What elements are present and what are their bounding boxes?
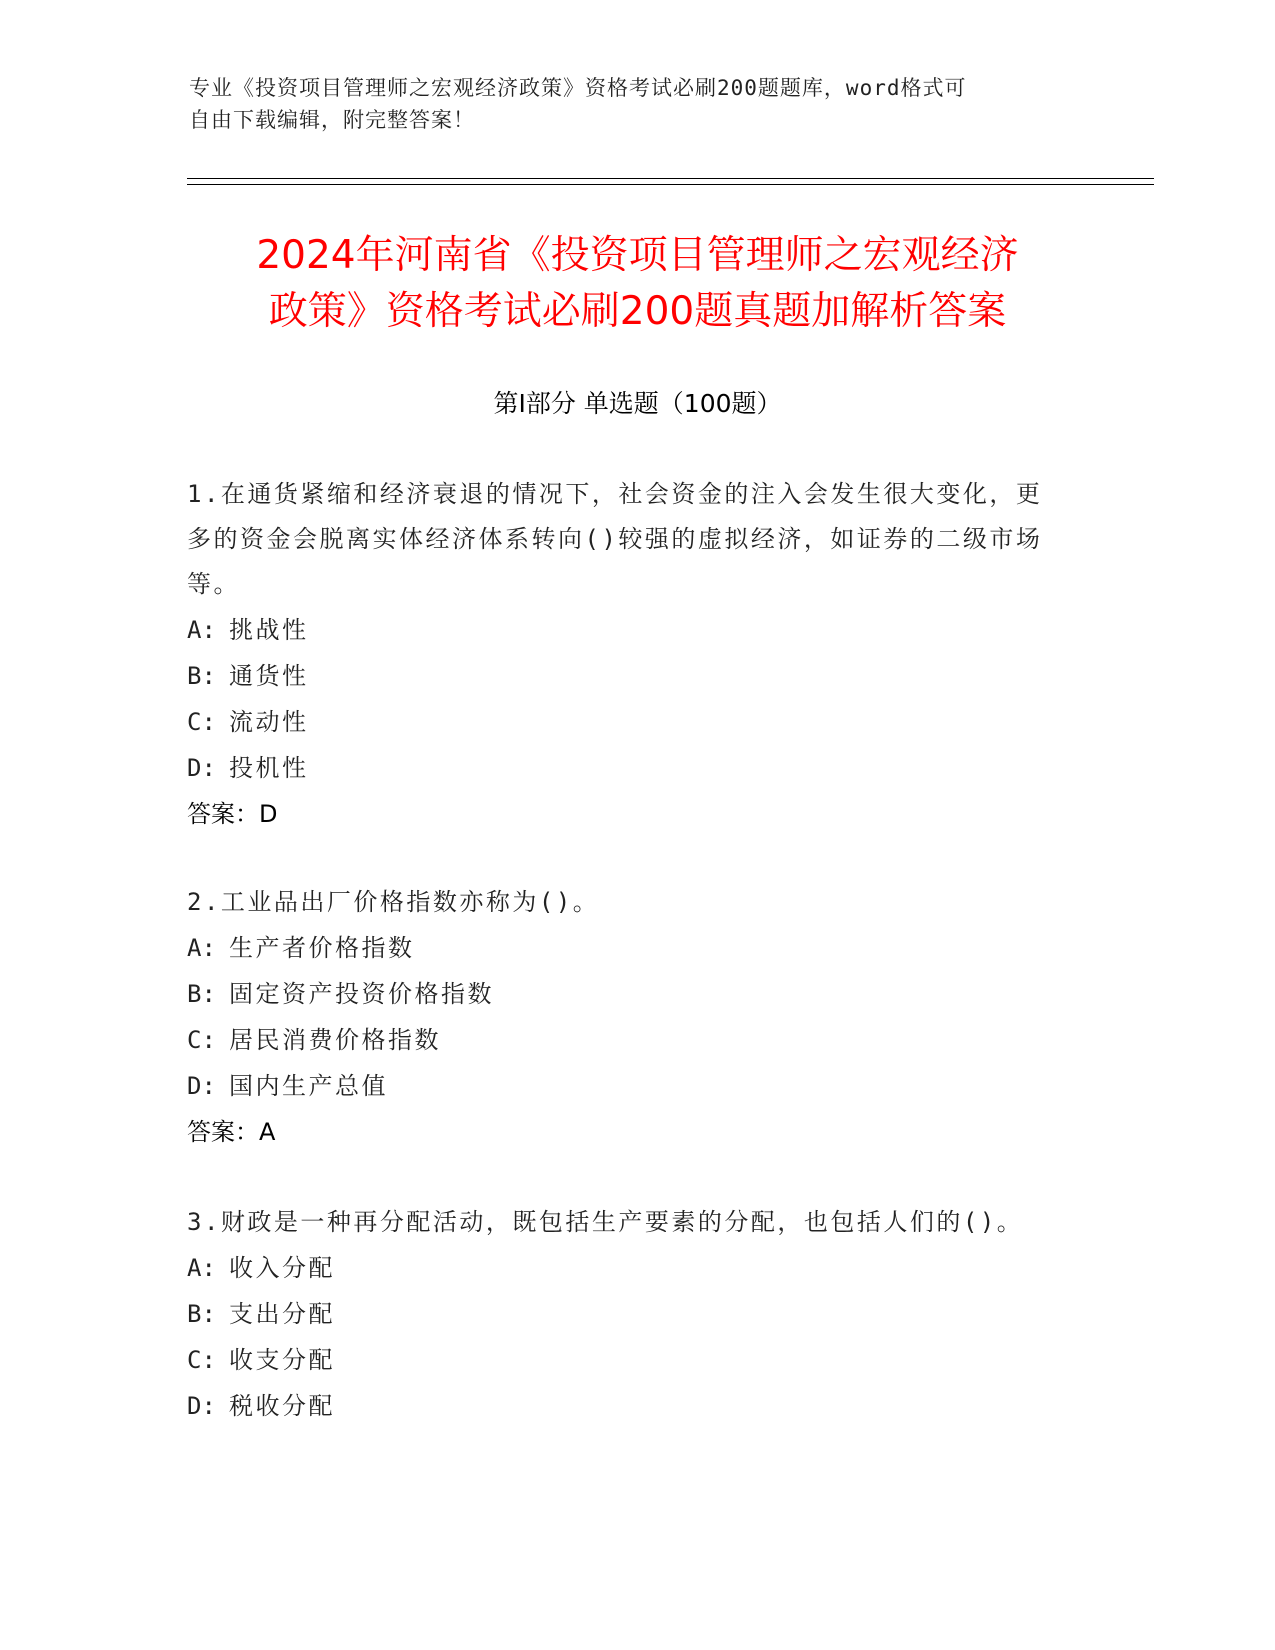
header-rule-bottom: [187, 184, 1154, 185]
option-text: 税收分配: [229, 1392, 335, 1420]
question-3: [187, 1200, 1067, 1429]
header-note: [189, 72, 1089, 136]
option-a: [187, 607, 1067, 653]
question-text: 3.财政是一种再分配活动，既包括生产要素的分配，也包括人们的()。: [187, 1208, 1024, 1236]
option-key: B:: [187, 1300, 216, 1328]
option-a: [187, 1245, 1067, 1291]
option-key: C:: [187, 1346, 216, 1374]
question-text: 1.在通货紧缩和经济衰退的情况下，社会资金的注入会发生很大变化，更多的资金会脱离实体经济体系转向()较强的虚拟经济，如证券的二级市场等。: [187, 480, 1043, 598]
document-title-line-2: 政策》资格考试必刷200题真题加解析答案: [268, 289, 1007, 334]
option-key: D:: [187, 754, 216, 782]
option-key: B:: [187, 662, 216, 690]
option-text: 居民消费价格指数: [229, 1026, 441, 1054]
option-text: 收支分配: [229, 1346, 335, 1374]
option-text: 收入分配: [229, 1254, 335, 1282]
option-text: 通货性: [229, 662, 309, 690]
option-text: 生产者价格指数: [229, 934, 415, 962]
option-key: C:: [187, 1026, 216, 1054]
header-note-line-2: 自由下载编辑，附完整答案！: [189, 108, 475, 132]
header-rule-top: [187, 178, 1154, 179]
option-c: [187, 1337, 1067, 1383]
answer-value: D: [259, 800, 278, 828]
document-title-line-1: 2024年河南省《投资项目管理师之宏观经济: [256, 233, 1019, 278]
option-text: 流动性: [229, 708, 309, 736]
option-key: A:: [187, 616, 216, 644]
option-b: [187, 971, 1067, 1017]
answer-label: 答案：: [187, 800, 259, 828]
option-key: C:: [187, 708, 216, 736]
option-a: [187, 925, 1067, 971]
question-text: 2.工业品出厂价格指数亦称为()。: [187, 888, 600, 916]
answer-line: [187, 1109, 1067, 1155]
option-d: [187, 1063, 1067, 1109]
option-b: [187, 653, 1067, 699]
answer-label: 答案：: [187, 1118, 259, 1146]
option-text: 国内生产总值: [229, 1072, 388, 1100]
answer-value: A: [259, 1118, 276, 1146]
option-b: [187, 1291, 1067, 1337]
option-d: [187, 745, 1067, 791]
option-key: A:: [187, 934, 216, 962]
document-title: [100, 228, 1175, 340]
option-key: A:: [187, 1254, 216, 1282]
option-text: 支出分配: [229, 1300, 335, 1328]
header-note-line-1: 专业《投资项目管理师之宏观经济政策》资格考试必刷200题题库，word格式可: [189, 76, 967, 100]
option-text: 固定资产投资价格指数: [229, 980, 494, 1008]
option-d: [187, 1383, 1067, 1429]
question-1: [187, 472, 1067, 837]
option-key: D:: [187, 1392, 216, 1420]
answer-line: [187, 791, 1067, 837]
option-key: B:: [187, 980, 216, 1008]
option-c: [187, 1017, 1067, 1063]
option-key: D:: [187, 1072, 216, 1100]
option-c: [187, 699, 1067, 745]
question-2: [187, 880, 1067, 1155]
option-text: 挑战性: [229, 616, 309, 644]
option-text: 投机性: [229, 754, 309, 782]
section-heading: 第I部分 单选题（100题）: [493, 389, 782, 418]
